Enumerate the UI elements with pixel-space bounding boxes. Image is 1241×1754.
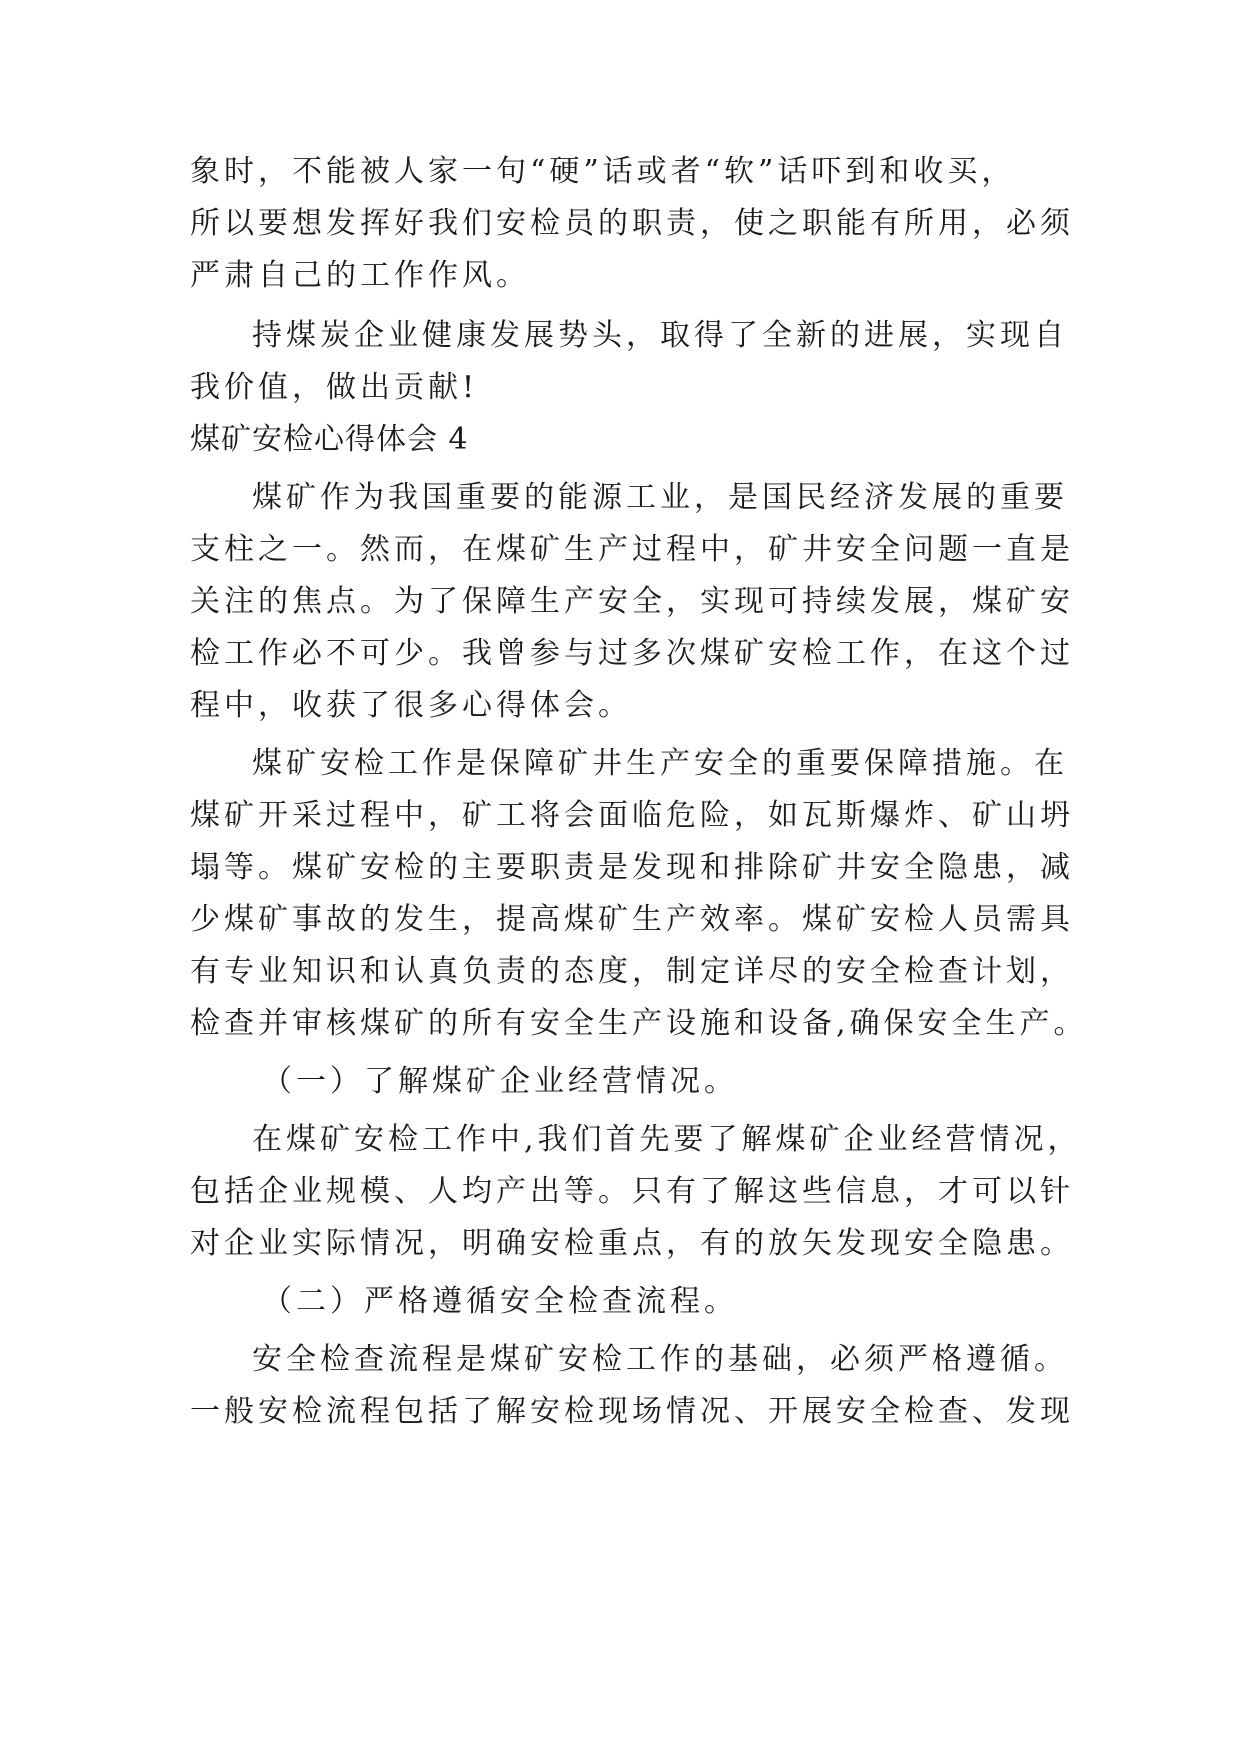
text-line: 安全检查流程是煤矿安检工作的基础，必须严格遵循。 — [252, 1342, 1068, 1377]
text-line: 包括企业规模、人均产出等。只有了解这些信息，才可以针 — [190, 1174, 1074, 1209]
text-line: 有专业知识和认真负责的态度，制定详尽的安全检查计划， — [190, 954, 1074, 989]
subsection-heading: （二）严格遵循安全检查流程。 — [262, 1284, 738, 1319]
text-line: 我价值，做出贡献! — [190, 370, 479, 405]
text-line: 检工作必不可少。我曾参与过多次煤矿安检工作，在这个过 — [190, 636, 1074, 671]
text-line: 煤矿开采过程中，矿工将会面临危险，如瓦斯爆炸、矿山坍 — [190, 798, 1074, 833]
text-line: 程中，收获了很多心得体会。 — [190, 688, 632, 723]
text-line: 支柱之一。然而，在煤矿生产过程中，矿井安全问题一直是 — [190, 532, 1074, 567]
text-line: 塌等。煤矿安检的主要职责是发现和排除矿井安全隐患，减 — [190, 850, 1074, 885]
text-line: 少煤矿事故的发生，提高煤矿生产效率。煤矿安检人员需具 — [190, 902, 1074, 937]
section-heading: 煤矿安检心得体会 4 — [190, 422, 469, 457]
text-line: 煤矿作为我国重要的能源工业，是国民经济发展的重要 — [252, 480, 1068, 515]
subsection-heading: （一）了解煤矿企业经营情况。 — [262, 1064, 738, 1099]
text-line: 煤矿安检工作是保障矿井生产安全的重要保障措施。在 — [252, 746, 1068, 781]
text-line: 一般安检流程包括了解安检现场情况、开展安全检查、发现 — [190, 1394, 1074, 1429]
text-line: 对企业实际情况，明确安检重点，有的放矢发现安全隐患。 — [190, 1226, 1074, 1261]
text-line: 在煤矿安检工作中,我们首先要了解煤矿企业经营情况， — [252, 1122, 1082, 1157]
text-line: 严肃自己的工作作风。 — [190, 258, 530, 293]
text-line: 象时，不能被人家一句“硬”话或者“软”话吓到和收买， — [190, 154, 1016, 189]
text-line: 持煤炭企业健康发展势头，取得了全新的进展，实现自 — [252, 318, 1068, 353]
text-line: 所以要想发挥好我们安检员的职责，使之职能有所用，必须 — [190, 206, 1074, 241]
text-line: 关注的焦点。为了保障生产安全，实现可持续发展，煤矿安 — [190, 584, 1074, 619]
text-line: 检查并审核煤矿的所有安全生产设施和设备,确保安全生产。 — [190, 1006, 1088, 1041]
